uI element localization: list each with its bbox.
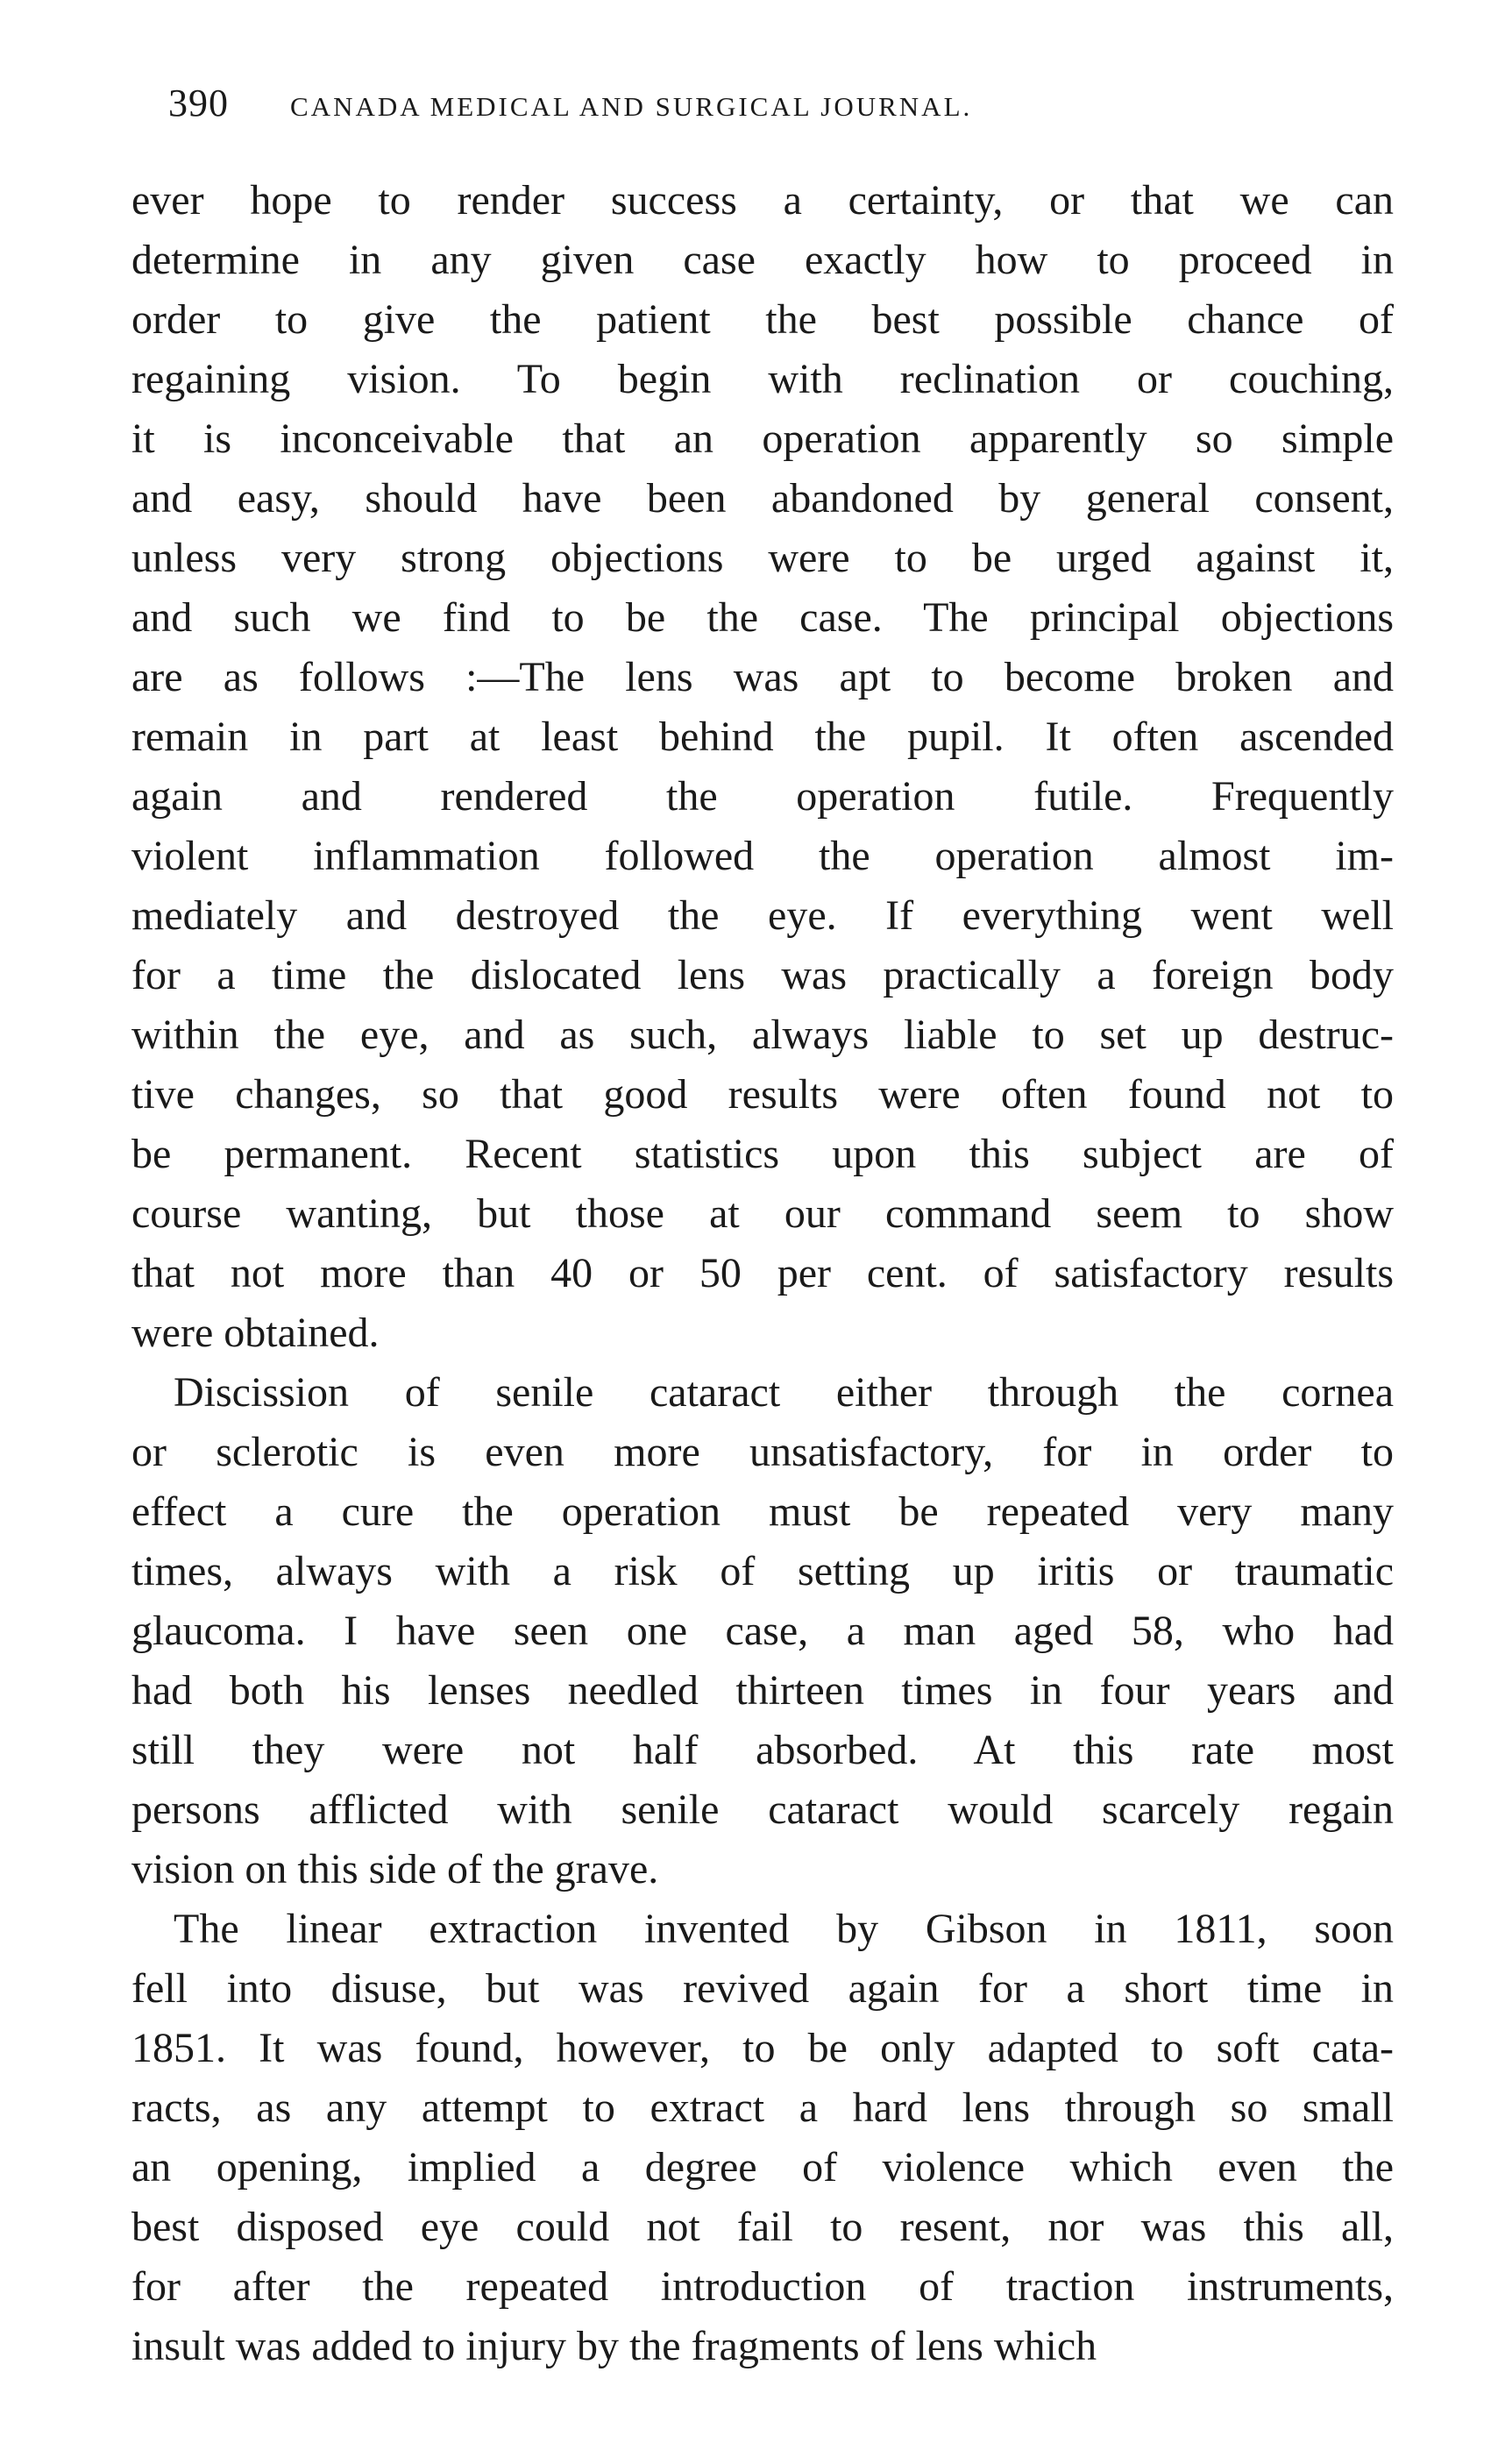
text-line: be permanent. Recent statistics upon this subject are of: [131, 1131, 1394, 1177]
text-line: an opening, implied a degree of violence which even the: [131, 2144, 1394, 2191]
text-line: regaining vision. To begin with reclination or couching,: [131, 356, 1394, 402]
text-line: insult was added to injury by the fragments of lens which: [131, 2323, 1097, 2369]
text-line: still they were not half absorbed. At this rate most: [131, 1727, 1394, 1773]
text-line: determine in any given case exactly how to proceed in: [131, 237, 1394, 283]
text-line: vision on this side of the grave.: [131, 1846, 659, 1892]
paragraph: [131, 1363, 1394, 1899]
text-line: again and rendered the operation futile. Frequently: [131, 773, 1394, 820]
text-line: best disposed eye could not fail to resent, nor was this all,: [131, 2204, 1394, 2250]
text-line: tive changes, so that good results were often found not to: [131, 1071, 1394, 1118]
text-line: were obtained.: [131, 1310, 380, 1356]
text-line: ever hope to render success a certainty, or that we can: [131, 177, 1394, 224]
text-line: and such we find to be the case. The principal objections: [131, 594, 1394, 641]
text-line: Discission of senile cataract either through the cornea: [174, 1369, 1394, 1416]
text-line: course wanting, but those at our command seem to show: [131, 1190, 1394, 1237]
text-line: that not more than 40 or 50 per cent. of satisfactory results: [131, 1250, 1394, 1296]
text-line: had both his lenses needled thirteen times in four years and: [131, 1667, 1394, 1714]
page-number: 390: [168, 82, 229, 124]
paragraph: [131, 171, 1394, 1363]
text-line: The linear extraction invented by Gibson in 1811, soon: [174, 1906, 1394, 1952]
text-line: and easy, should have been abandoned by general consent,: [131, 475, 1394, 522]
text-line: order to give the patient the best possible chance of: [131, 296, 1394, 343]
text-line: for a time the dislocated lens was practically a foreign body: [131, 952, 1394, 998]
text-line: fell into disuse, but was revived again for a short time in: [131, 1965, 1394, 2012]
text-line: unless very strong objections were to be urged against it,: [131, 535, 1394, 581]
text-line: within the eye, and as such, always liable to set up destruc-: [131, 1012, 1394, 1058]
text-line: violent inflammation followed the operation almost im-: [131, 833, 1394, 879]
running-head: CANADA MEDICAL AND SURGICAL JOURNAL.: [290, 91, 973, 122]
text-line: it is inconceivable that an operation apparently so simple: [131, 415, 1394, 462]
text-line: effect a cure the operation must be repeated very many: [131, 1488, 1394, 1535]
text-line: times, always with a risk of setting up iritis or traumatic: [131, 1548, 1394, 1594]
paragraph: [131, 1899, 1394, 2376]
body-text: [131, 171, 1394, 2376]
text-line: for after the repeated introduction of traction instruments,: [131, 2263, 1394, 2310]
text-line: 1851. It was found, however, to be only adapted to soft cata-: [131, 2025, 1394, 2071]
text-line: racts, as any attempt to extract a hard lens through so small: [131, 2084, 1394, 2131]
text-line: or sclerotic is even more unsatisfactory, for in order to: [131, 1429, 1394, 1475]
text-line: are as follows :—The lens was apt to become broken and: [131, 654, 1394, 700]
text-line: remain in part at least behind the pupil. It often ascended: [131, 714, 1394, 760]
text-line: mediately and destroyed the eye. If everything went well: [131, 892, 1394, 939]
text-line: persons afflicted with senile cataract would scarcely regain: [131, 1786, 1394, 1833]
page-header: [168, 81, 1246, 133]
text-line: glaucoma. I have seen one case, a man aged 58, who had: [131, 1608, 1394, 1654]
